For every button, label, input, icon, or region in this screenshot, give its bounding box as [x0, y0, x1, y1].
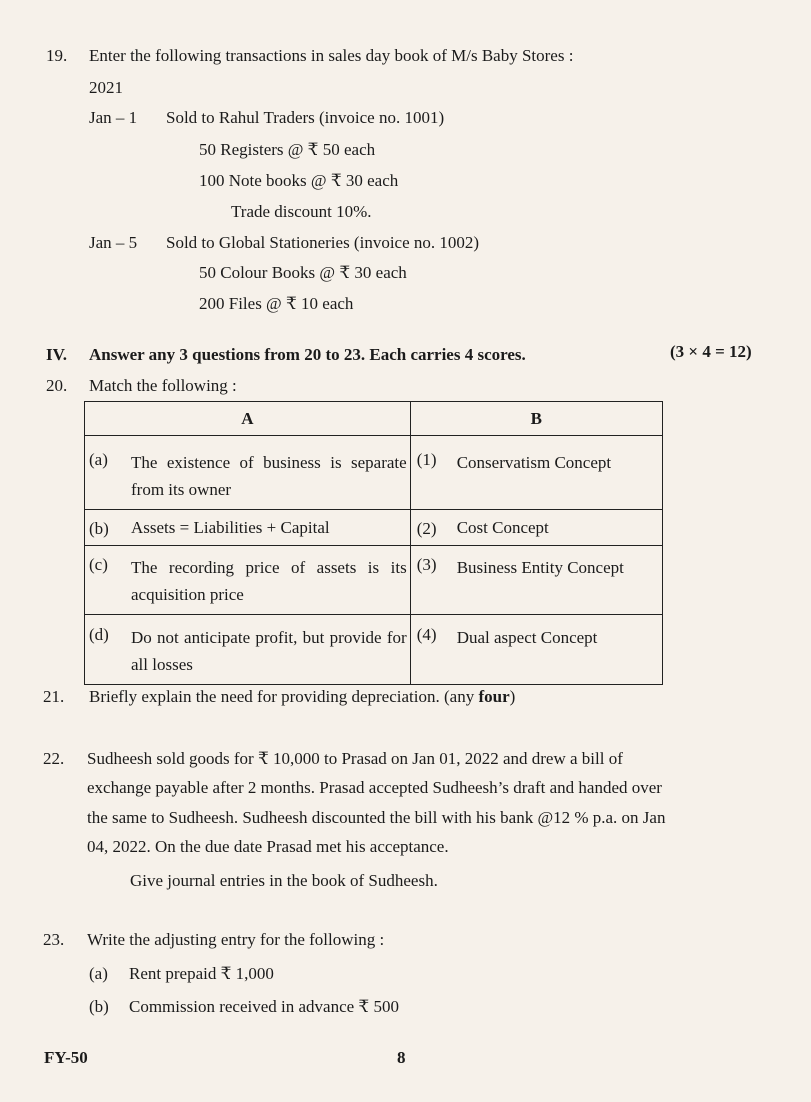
row-label: (1): [416, 450, 437, 469]
row-label: (d): [89, 625, 109, 644]
closing-paren: ): [509, 687, 516, 706]
question-number: 21.: [43, 687, 65, 706]
section-instruction: Answer any 3 questions from 20 to 23. Each carries 4 scores.: [89, 345, 526, 364]
question-line: the same to Sudheesh. Sudheesh discounted the bill with his bank @12 % p.a. on Jan: [87, 808, 666, 827]
item-label: (b): [89, 997, 109, 1016]
row-text: Conservatism Concept: [456, 453, 612, 472]
row-label: (4): [416, 625, 437, 644]
emphasis-text: four: [478, 687, 510, 706]
row-text: The recording price of assets is its acquisition price: [131, 558, 407, 604]
table-row: [85, 510, 663, 546]
question-number: 23.: [43, 930, 65, 949]
entry-item: 50 Colour Books @ ₹ 30 each: [199, 263, 407, 282]
table-header-row: [85, 402, 663, 436]
item-text: Commission received in advance ₹ 500: [129, 997, 399, 1016]
row-label: (c): [89, 555, 108, 574]
question-number: 20.: [46, 376, 68, 395]
question-text: Match the following :: [89, 376, 237, 395]
row-text: Dual aspect Concept: [456, 628, 598, 647]
question-text-main: Briefly explain the need for providing depreciation. (any: [89, 687, 475, 706]
section-number: IV.: [46, 345, 67, 364]
page-number: 8: [397, 1048, 406, 1067]
column-header-b: B: [410, 402, 662, 436]
item-label: (a): [89, 964, 108, 983]
entry-item: 100 Note books @ ₹ 30 each: [199, 171, 399, 190]
entry-date: Jan – 5: [89, 233, 138, 252]
question-number: 19.: [46, 46, 68, 65]
column-header-a: A: [85, 402, 411, 436]
year-label: 2021: [89, 78, 123, 97]
row-label: (a): [89, 450, 108, 469]
table-cell: [410, 436, 662, 510]
entry-date: Jan – 1: [89, 108, 138, 127]
row-text: Business Entity Concept: [456, 558, 624, 577]
question-text: Enter the following transactions in sales day book of M/s Baby Stores :: [89, 46, 574, 65]
table-cell: [85, 436, 411, 510]
question-number: 22.: [43, 749, 65, 768]
row-label: (3): [416, 555, 437, 574]
question-text: [89, 687, 515, 707]
item-text: Rent prepaid ₹ 1,000: [129, 964, 274, 983]
paper-code: FY-50: [44, 1048, 88, 1067]
match-table: [84, 401, 663, 685]
question-text: Write the adjusting entry for the following :: [87, 930, 385, 949]
table-cell: [410, 510, 662, 546]
table-row: [85, 546, 663, 615]
row-text: Assets = Liabilities + Capital: [131, 518, 330, 537]
table-cell: [410, 546, 662, 615]
question-line: 04, 2022. On the due date Prasad met his acceptance.: [87, 837, 449, 856]
question-instruction: Give journal entries in the book of Sudheesh.: [130, 871, 438, 890]
row-label: (b): [89, 519, 109, 538]
table-cell: [85, 615, 411, 685]
section-marks: (3 × 4 = 12): [670, 342, 752, 361]
entry-item: 50 Registers @ ₹ 50 each: [199, 140, 376, 159]
entry-text: Sold to Rahul Traders (invoice no. 1001): [166, 108, 445, 127]
table-row: [85, 615, 663, 685]
row-label: (2): [416, 519, 437, 538]
row-text: The existence of business is separate from its owner: [131, 453, 407, 499]
table-cell: [85, 510, 411, 546]
entry-text: Sold to Global Stationeries (invoice no. 1002): [166, 233, 480, 252]
entry-discount: Trade discount 10%.: [231, 202, 372, 221]
entry-item: 200 Files @ ₹ 10 each: [199, 294, 354, 313]
table-row: [85, 436, 663, 510]
question-line: Sudheesh sold goods for ₹ 10,000 to Prasad on Jan 01, 2022 and drew a bill of: [87, 749, 623, 768]
table-cell: [85, 546, 411, 615]
row-text: Cost Concept: [456, 518, 549, 537]
row-text: Do not anticipate profit, but provide for all losses: [131, 628, 407, 674]
question-line: exchange payable after 2 months. Prasad accepted Sudheesh’s draft and handed over: [87, 778, 662, 797]
table-cell: [410, 615, 662, 685]
